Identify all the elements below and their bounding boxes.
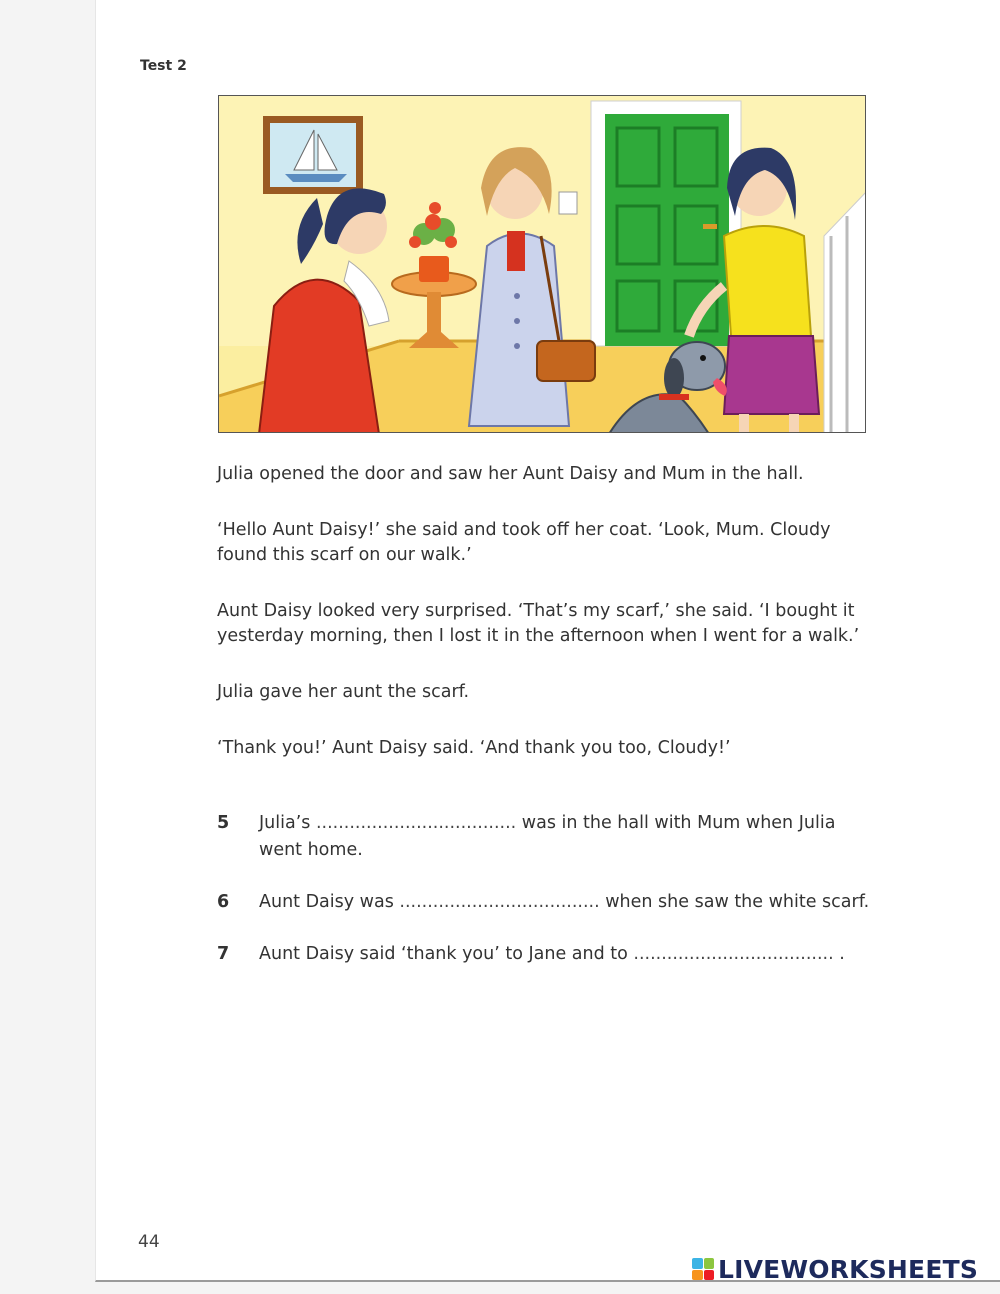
story-paragraph-1: Julia opened the door and saw her Aunt Daisy and Mum in the hall. (217, 464, 804, 484)
logo-square-1 (692, 1258, 703, 1269)
question-text-before: Aunt Daisy was (259, 892, 400, 912)
story-paragraph-4: Julia gave her aunt the scarf. (217, 682, 470, 702)
question-text (259, 941, 877, 968)
question-text-before: Julia’s (259, 813, 316, 833)
story-text (217, 462, 877, 792)
question-6 (217, 889, 877, 916)
question-text (259, 889, 877, 916)
story-illustration (218, 95, 866, 433)
question-number: 7 (217, 944, 230, 964)
test-label: Test 2 (140, 58, 187, 74)
story-paragraph-5: ‘Thank you!’ Aunt Daisy said. ‘And thank you too, Cloudy!’ (217, 738, 731, 758)
question-list (217, 810, 877, 993)
logo-square-3 (692, 1270, 703, 1281)
logo-square-2 (704, 1258, 715, 1269)
question-5 (217, 810, 877, 864)
question-text (259, 810, 877, 864)
question-number: 5 (217, 813, 230, 833)
question-7 (217, 941, 877, 968)
story-paragraph-3: Aunt Daisy looked very surprised. ‘That’s my scarf,’ she said. ‘I bought it yesterday morning, then I lost it in the afternoon when I went for a walk.’ (217, 601, 860, 646)
answer-blank[interactable]: .................................... (633, 944, 834, 964)
hallway-scene-illustration (219, 96, 866, 433)
liveworksheets-logo-icon (692, 1258, 714, 1280)
brand-name: LIVEWORKSHEETS (718, 1254, 979, 1284)
page-number: 44 (138, 1232, 160, 1252)
question-text-after: was in the hall with Mum when Julia went home. (259, 813, 836, 860)
story-paragraph-2: ‘Hello Aunt Daisy!’ she said and took off her coat. ‘Look, Mum. Cloudy found this scarf on our walk.’ (217, 520, 831, 565)
answer-blank[interactable]: .................................... (399, 892, 600, 912)
question-number: 6 (217, 892, 230, 912)
question-text-before: Aunt Daisy said ‘thank you’ to Jane and to (259, 944, 634, 964)
logo-square-4 (704, 1270, 715, 1281)
question-text-after: . (833, 944, 845, 964)
liveworksheets-brand[interactable] (692, 1255, 978, 1283)
answer-blank[interactable]: .................................... (315, 813, 517, 833)
question-text-after: when she saw the white scarf. (599, 892, 870, 912)
